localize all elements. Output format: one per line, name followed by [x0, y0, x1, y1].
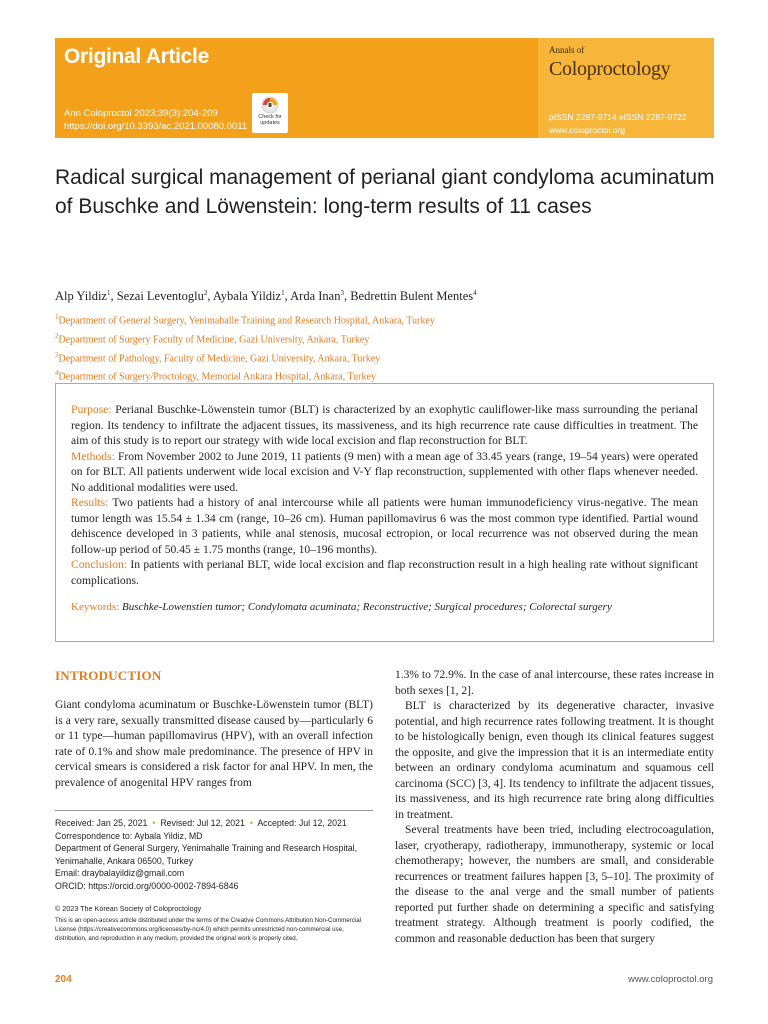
- affiliation-item: $^4$Department of Surgery/Proctology, Memorial Ankara Hospital, Ankara, Turkey: [55, 369, 376, 383]
- header-right-band: [538, 38, 714, 138]
- author-name: Bedrettin Bulent Mentes: [350, 289, 474, 304]
- dates-line: Received: Jan 25, 2021 • Revised: Jul 12, 2021 • Accepted: Jul 12, 2021: [55, 818, 347, 828]
- check-updates-icon: [261, 96, 279, 114]
- abstract-box: [55, 383, 714, 642]
- copyright-line: © 2023 The Korean Society of Coloproctology: [55, 904, 202, 913]
- journal-prefix: Annals of: [549, 45, 585, 55]
- citation-info: [64, 108, 247, 133]
- license-text: This is an open-access article distributed under the terms of the Creative Commons Attribution Non-Commercial License (https://creativecommons.org/licenses/by-nc/4.0) which permits unrestricted non-commercial use, distribution, and reproduction in any medium, provided the original work is properly cited.: [55, 917, 362, 942]
- body-paragraph: Several treatments have been tried, including electrocoagulation, laser, cryotherapy, radiotherapy, immunotherapy, systemic or local chemotherapy; however, the numbers are small, and considerable recurrences or treatment failures happen [3, 5–10]. The proximity of the disease to the anal verge and the small number of patients reported put further shade on determining a specific and satisfying treatment strategy. Although treatment is poorly codified, the common and reasonable deduction has been that surgery: [395, 824, 714, 945]
- conclusion-label: Conclusion:: [71, 558, 128, 571]
- correspondence-footnote: [55, 817, 373, 892]
- journal-header: [0, 38, 768, 138]
- body-paragraph: BLT is characterized by its degenerative character, invasive potential, and high recurrence rates following treatment. It is thought to be histologically benign, even though its clinical features suggest the opposite, and give the impression that it is an intermediate entity between an ordinary condyloma acuminatum and squamous cell carcinoma (SCC) [3, 4]. Its tendency to infiltrate the adjacent tissues, its massiveness, and its high recurrence rate bring along difficulties in treatment.: [395, 700, 714, 821]
- issn-line: pISSN 2287-9714 eISSN 2287-9722: [549, 112, 687, 122]
- affiliation-item: $^1$Department of General Surgery, Yenimahalle Training and Research Hospital, Ankara, Turkey: [55, 313, 435, 327]
- results-label: Results:: [71, 496, 109, 509]
- methods-label: Methods:: [71, 449, 115, 463]
- keywords-text: Buschke-Lowenstien tumor; Condylomata acuminata; Reconstructive; Surgical procedures; Colorectal surgery: [122, 601, 612, 613]
- copyright-block: [55, 904, 373, 943]
- email-line[interactable]: Email: draybalayildiz@gmail.com: [55, 868, 185, 878]
- conclusion-text: In patients with perianal BLT, wide local excision and flap reconstruction result in a high healing rate without significant complications.: [71, 558, 698, 587]
- doi-link[interactable]: https://doi.org/10.3393/ac.2021.00080.0011: [64, 120, 248, 132]
- orcid-line[interactable]: ORCID: https://orcid.org/0000-0002-7894-6846: [55, 880, 239, 891]
- author-name: Arda Inan: [290, 289, 341, 304]
- purpose-text: Perianal Buschke-Löwenstein tumor (BLT) is characterized by an exophytic cauliflower-like mass surrounding the perianal region. Its tendency to infiltrate the adjacent tissues, its massiveness, and its high recurrence rate cause difficulties in treatment. The aim of this study is to report our strategy with wide local excision and flap reconstruction for BLT.: [71, 403, 698, 447]
- keywords-label: Keywords:: [71, 601, 120, 613]
- affiliation-item: $^2$Department of Surgery Faculty of Medicine, Gazi University, Ankara, Turkey: [55, 331, 370, 346]
- article-type-label: Original Article: [64, 45, 209, 68]
- address-line: Yenimahalle, Ankara 06500, Turkey: [55, 855, 194, 866]
- author-name: Sezai Leventoglu: [116, 289, 204, 304]
- correspondence-line: Correspondence to: Aybala Yildiz, MD: [55, 830, 203, 841]
- author-name: Aybala Yildiz: [212, 289, 282, 304]
- methods-text: From November 2002 to June 2019, 11 patients (9 men) with a mean age of 33.45 years (range, 19–54 years) were operated on for BLT. All patients underwent wide local excision and V-Y flap reconstruction, supplemented with other flaps whenever needed. No additional modalities were used.: [71, 449, 699, 494]
- results-text: Two patients had a history of anal intercourse while all patients were human immunodeficiency virus-negative. The mean tumor length was 15.54 ± 1.34 cm (range, 10–26 cm). Human papillomavirus 6 was the most common type identified. Partial wound dehiscence developed in 3 patients, while anal stenosis, mucosal ectropion, or local recurrence was not observed during the mean follow-up period of 50.45 ± 1.75 months (range, 10–196 months).: [71, 496, 698, 556]
- affiliation-list: [55, 310, 435, 385]
- bullet-separator: •: [247, 818, 256, 828]
- citation-line: Ann Coloproctol 2023;39(3):204-209: [64, 108, 218, 119]
- affiliation-item: $^3$Department of Pathology, Faculty of Medicine, Gazi University, Ankara, Turkey: [55, 350, 381, 364]
- article-title: Radical surgical management of perianal giant condyloma acuminatum of Buschke and Löwenstein: long-term results of 11 cases: [55, 166, 715, 218]
- section-heading: INTRODUCTION: [55, 668, 162, 683]
- keywords: [71, 600, 698, 615]
- check-for-updates-badge[interactable]: [252, 93, 288, 133]
- body-paragraph: 1.3% to 72.9%. In the case of anal intercourse, these rates increase in both sexes [1, 2].: [395, 669, 714, 697]
- left-column: [55, 668, 373, 791]
- abstract-text: [71, 402, 698, 588]
- journal-name: Coloproctology: [549, 58, 671, 80]
- journal-url-link[interactable]: www.coloproctol.org: [549, 124, 626, 135]
- bullet-separator: •: [149, 818, 158, 828]
- body-paragraph: Giant condyloma acuminatum or Buschke-Löwenstein tumor (BLT) is a very rare, sexually transmitted disease caused by—particularly 6 or 11 type—human papillomavirus (HPV), with an overall infection rate of 0.1% and show male predominance. The presence of HPV in cervical smears is considered a risk factor for anal HPV. In men, the prevalence of anogenital HPV ranges from: [55, 699, 373, 789]
- header-left-band: [55, 38, 538, 138]
- author-name: Alp Yildiz: [55, 289, 107, 304]
- footer-site-link[interactable]: www.coloproctol.org: [627, 974, 713, 985]
- issn-info: [549, 111, 687, 136]
- department-line: Department of General Surgery, Yenimahalle Training and Research Hospital,: [55, 843, 358, 853]
- page-number: 204: [55, 974, 72, 985]
- author-list: Alp Yildiz$^1$, Sezai Leventoglu$^2$, Aybala Yildiz$^1$, Arda Inan$^3$, Bedrettin Bulent Mentes$^4$: [55, 289, 477, 304]
- footnote-divider: [55, 810, 373, 811]
- right-column: [395, 668, 714, 947]
- badge-text: Check for updates: [258, 114, 282, 126]
- purpose-label: Purpose:: [71, 403, 112, 416]
